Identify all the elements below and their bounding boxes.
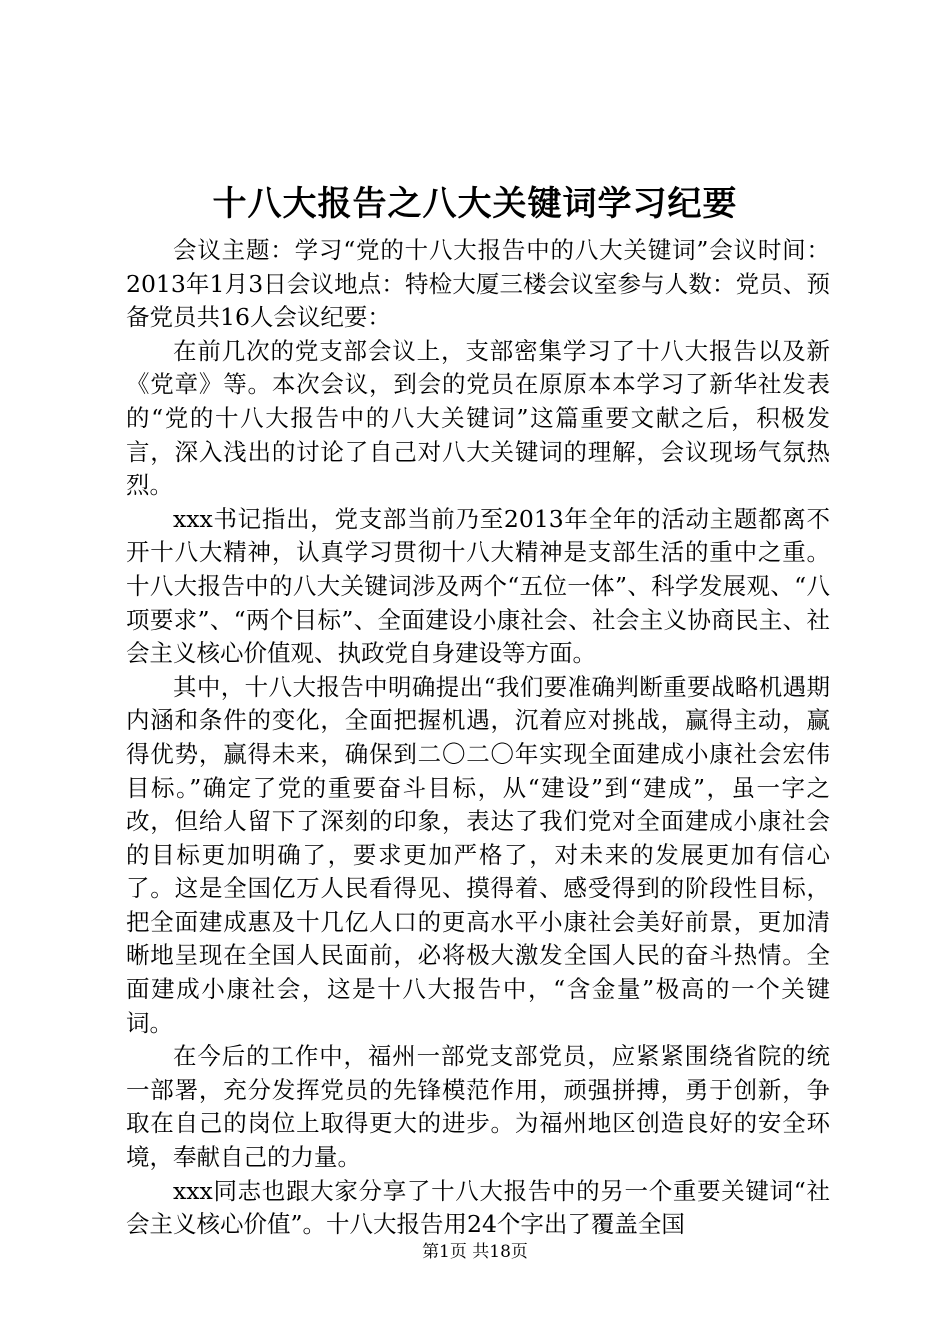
paragraph-intro: 在前几次的党支部会议上，支部密集学习了十八大报告以及新《党章》等。本次会议，到会的党员在原原本本学习了新华社发表的“党的十八大报告中的八大关键词”这篇重要文献之后，积极发言，深入浅出的讨论了自己对八大关键词的理解，会议现场气氛热烈。 [126, 336, 830, 500]
document-title: 十八大报告之八大关键词学习纪要 [212, 184, 738, 224]
page-number: 第1页 共18页 [422, 1242, 528, 1262]
paragraph-core-values: xxx同志也跟大家分享了十八大报告中的另一个重要关键词“社会主义核心价值”。十八大报告用24个字出了覆盖全国 [126, 1176, 830, 1239]
paragraph-future-work: 在今后的工作中，福州一部党支部党员，应紧紧围绕省院的统一部署，充分发挥党员的先锋模范作用，顽强拼搏，勇于创新，争取在自己的岗位上取得更大的进步。为福州地区创造良好的安全环境，奉献自己的力量。 [126, 1042, 830, 1172]
paragraph-meeting-info: 会议主题：学习“党的十八大报告中的八大关键词”会议时间：2013年1月3日会议地点：特检大厦三楼会议室参与人数：党员、预备党员共16人会议纪要： [126, 236, 830, 332]
paragraph-goal: 其中，十八大报告中明确提出“我们要准确判断重要战略机遇期内涵和条件的变化，全面把握机遇，沉着应对挑战，赢得主动，赢得优势，赢得未来，确保到二〇二〇年实现全面建成小康社会宏伟目标。”确定了党的重要奋斗目标，从“建设”到“建成”，虽一字之改，但给人留下了深刻的印象，表达了我们党对全面建成小康社会的目标更加明确了，要求更加严格了，对未来的发展更加有信心了。这是全国亿万人民看得见、摸得着、感受得到的阶段性目标，把全面建成惠及十几亿人口的更高水平小康社会美好前景，更加清晰地呈现在全国人民面前，必将极大激发全国人民的奋斗热情。全面建成小康社会，这是十八大报告中，“含金量”极高的一个关键词。 [126, 672, 830, 1037]
document-body [126, 234, 830, 1242]
paragraph-secretary: xxx书记指出，党支部当前乃至2013年全年的活动主题都离不开十八大精神，认真学习贯彻十八大精神是支部生活的重中之重。十八大报告中的八大关键词涉及两个“五位一体”、科学发展观、“八项要求”、“两个目标”、全面建设小康社会、社会主义协商民主、社会主义核心价值观、执政党自身建设等方面。 [126, 504, 830, 668]
